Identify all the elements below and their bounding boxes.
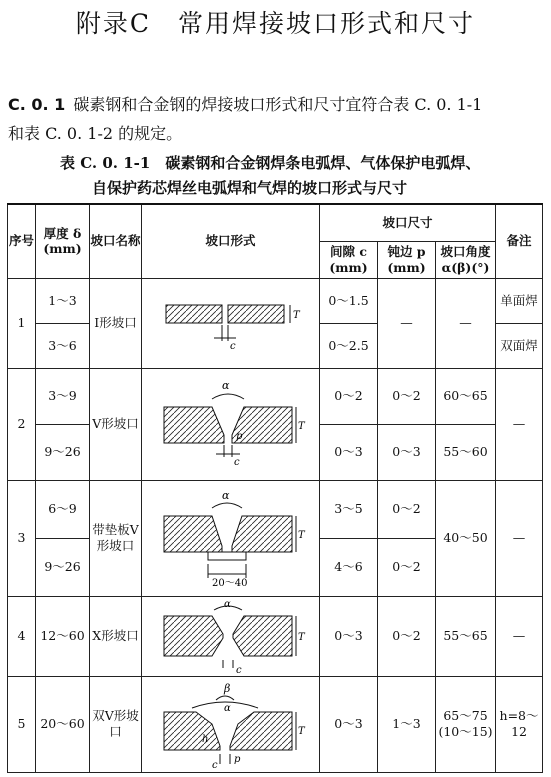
- row2-angle-b: 55～60: [436, 424, 496, 480]
- row5-angle: 65～75 (10～15): [436, 676, 496, 772]
- row1-diagram: [142, 278, 320, 368]
- label-beta: β: [223, 682, 230, 695]
- row2-gap-a: 0～2: [320, 368, 378, 424]
- label-p: p: [233, 754, 240, 765]
- row5-name: 双V形坡口: [90, 676, 142, 772]
- row3-name: 带垫板V形坡口: [90, 480, 142, 596]
- label-c: c: [233, 456, 240, 468]
- row5-note: h=8～12: [496, 676, 543, 772]
- row1-gap-a: 0～1.5: [320, 278, 378, 323]
- label-T: T: [292, 310, 300, 321]
- row4-diagram: [142, 596, 320, 676]
- header-gap: 间隙 c (mm): [320, 241, 378, 278]
- row3-angle: 40～50: [436, 480, 496, 596]
- row3-gap-a: 3～5: [320, 480, 378, 538]
- row1-angle: —: [436, 278, 496, 368]
- row4-angle: 55～65: [436, 596, 496, 676]
- row1-seq: 1: [8, 278, 36, 368]
- intro-paragraph-line1: [8, 92, 482, 115]
- row5-thickness: 20～60: [36, 676, 90, 772]
- row1-thickness-a: 1～3: [36, 278, 90, 323]
- header-name: 坡口名称: [90, 204, 142, 278]
- row3-root-a: 0～2: [378, 480, 436, 538]
- table-row: [8, 676, 543, 772]
- row2-root-b: 0～3: [378, 424, 436, 480]
- row5-gap: 0～3: [320, 676, 378, 772]
- row1-gap-b: 0～2.5: [320, 323, 378, 368]
- row2-angle-a: 60～65: [436, 368, 496, 424]
- label-alpha: α: [221, 489, 229, 502]
- clause-number: C. 0. 1: [8, 95, 66, 114]
- table-row: [8, 596, 543, 676]
- row3-note: —: [496, 480, 543, 596]
- row4-note: —: [496, 596, 543, 676]
- row1-note-a: 单面焊: [496, 278, 543, 323]
- row2-diagram: [142, 368, 320, 480]
- row3-gap-b: 4～6: [320, 538, 378, 596]
- header-root: 钝边 p (mm): [378, 241, 436, 278]
- row2-thickness-b: 9～26: [36, 424, 90, 480]
- header-dims: 坡口尺寸: [320, 204, 496, 241]
- label-T: T: [297, 530, 305, 541]
- label-alpha: α: [223, 703, 231, 714]
- row2-gap-b: 0～3: [320, 424, 378, 480]
- intro-paragraph-line2: 和表 C. 0. 1-2 的规定。: [8, 124, 183, 143]
- row4-root: 0～2: [378, 596, 436, 676]
- label-c: c: [229, 341, 236, 352]
- row4-seq: 4: [8, 596, 36, 676]
- table-header-row: [8, 204, 543, 241]
- row2-note: —: [496, 368, 543, 480]
- row5-root: 1～3: [378, 676, 436, 772]
- row3-thickness-b: 9～26: [36, 538, 90, 596]
- row4-thickness: 12～60: [36, 596, 90, 676]
- page-title: 附录C 常用焊接坡口形式和尺寸: [75, 9, 476, 38]
- row3-diagram: [142, 480, 320, 596]
- row1-root: —: [378, 278, 436, 368]
- label-alpha: α: [221, 378, 229, 392]
- i-groove-diagram: [156, 293, 306, 353]
- row3-thickness-a: 6～9: [36, 480, 90, 538]
- row2-seq: 2: [8, 368, 36, 480]
- v-groove-diagram: [156, 377, 306, 472]
- header-note: 备注: [496, 204, 543, 278]
- label-c: c: [211, 760, 218, 770]
- table-caption-line1: 表 C. 0. 1-1 碳素钢和合金钢焊条电弧焊、气体保护电弧焊、: [60, 154, 481, 172]
- row5-diagram: [142, 676, 320, 772]
- table-caption-line2: 自保护药芯焊丝电弧焊和气焊的坡口形式与尺寸: [92, 179, 408, 197]
- table-row: [8, 480, 543, 538]
- header-angle: 坡口角度 α(β)(°): [436, 241, 496, 278]
- label-T: T: [297, 632, 305, 643]
- table-row: [8, 278, 543, 323]
- header-form: 坡口形式: [142, 204, 320, 278]
- row5-seq: 5: [8, 676, 36, 772]
- double-v-groove-diagram: [156, 678, 306, 770]
- label-T: T: [297, 726, 305, 737]
- x-groove-diagram: [156, 598, 306, 674]
- row1-thickness-b: 3～6: [36, 323, 90, 368]
- row3-seq: 3: [8, 480, 36, 596]
- table-row: [8, 368, 543, 424]
- header-seq: 序号: [8, 204, 36, 278]
- row2-thickness-a: 3～9: [36, 368, 90, 424]
- row1-name: Ⅰ形坡口: [90, 278, 142, 368]
- row1-note-b: 双面焊: [496, 323, 543, 368]
- row2-name: V形坡口: [90, 368, 142, 480]
- label-T: T: [297, 420, 305, 432]
- label-h: h: [201, 734, 208, 745]
- intro-text-1: 碳素钢和合金钢的焊接坡口形式和尺寸宜符合表 C. 0. 1-1: [73, 95, 483, 114]
- row3-root-b: 0～2: [378, 538, 436, 596]
- label-p: p: [235, 430, 242, 442]
- row4-gap: 0～3: [320, 596, 378, 676]
- groove-table: [7, 203, 543, 773]
- backed-v-groove-diagram: [156, 488, 306, 588]
- label-c: c: [235, 665, 242, 674]
- label-backing-width: 20～40: [211, 578, 247, 588]
- label-alpha: α: [223, 599, 231, 610]
- row4-name: X形坡口: [90, 596, 142, 676]
- header-thickness: 厚度 δ (mm): [36, 204, 90, 278]
- row2-root-a: 0～2: [378, 368, 436, 424]
